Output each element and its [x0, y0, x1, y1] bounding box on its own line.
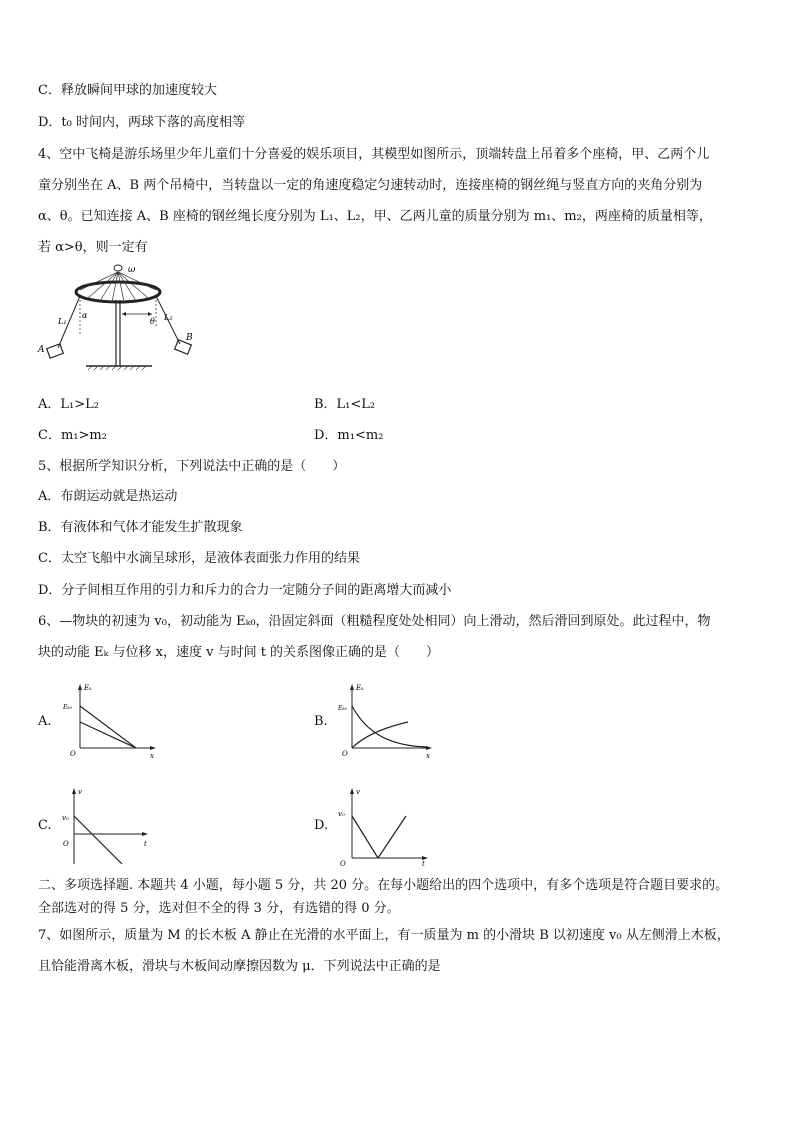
svg-text:O: O — [340, 860, 346, 868]
q5-option-d: D．分子间相互作用的引力和斥力的合力一定随分子间的距离增大而减小 — [38, 583, 452, 598]
graph-a-line-up — [80, 706, 136, 748]
section-2-heading-line-1: 二、多项选择题. 本题共 4 小题，每小题 5 分，共 20 分。在每小题给出的四个选项中，有多个选项是符合题目要求的。 — [38, 878, 729, 893]
q4-option-b: B．L₁<L₂ — [314, 397, 376, 412]
q6-stem-line-1: 6、—物块的初速为 v₀，初动能为 Eₖ₀，沿固定斜面（粗糙程度处处相同）向上滑动，然后滑回到原处。此过程中，物 — [38, 614, 711, 629]
graph-a-line-down — [80, 722, 136, 748]
theta-label: θ — [150, 317, 155, 326]
svg-text:t: t — [144, 840, 147, 848]
graph-d-line-down — [352, 816, 378, 858]
section-2-heading-line-2: 全部选对的得 5 分，选对但不全的得 3 分，有选错的得 0 分。 — [38, 901, 400, 916]
svg-text:Eₖ₀: Eₖ₀ — [63, 704, 72, 711]
q3-option-c: C．释放瞬间甲球的加速度较大 — [38, 83, 217, 98]
rotation-arrow-icon — [114, 265, 122, 271]
q5-option-b: B．有液体和气体才能发生扩散现象 — [38, 520, 243, 535]
flying-chairs-figure — [36, 262, 216, 374]
l2-label: L₂ — [164, 313, 173, 322]
q7-stem-line-2: 且恰能滑离木板，滑块与木板间动摩擦因数为 μ．下列说法中正确的是 — [38, 959, 441, 974]
omega-label: ω — [128, 265, 136, 275]
l1-label: L₁ — [58, 317, 67, 326]
svg-text:x: x — [426, 752, 430, 760]
q4-stem-line-2: 童分别坐在 A、B 两个吊椅中，当转盘以一定的角速度稳定匀速转动时，连接座椅的钢丝绳与竖直方向的夹角分别为 — [38, 178, 703, 193]
q4-option-a: A．L₁>L₂ — [38, 397, 99, 412]
graph-b — [338, 682, 438, 762]
q7-stem-line-1: 7、如图所示，质量为 M 的长木板 A 静止在光滑的水平面上，有一质量为 m 的小滑块 B 以初速度 v₀ 从左侧滑上木板， — [38, 928, 730, 943]
q5-option-c: C．太空飞船中水滴呈球形，是液体表面张力作用的结果 — [38, 551, 360, 566]
q4-option-d: D．m₁<m₂ — [314, 428, 384, 443]
svg-text:x: x — [150, 752, 154, 760]
alpha-label: α — [82, 311, 88, 320]
q5-stem: 5、根据所学知识分析，下列说法中正确的是（ ） — [38, 459, 346, 474]
q4-stem-line-1: 4、空中飞椅是游乐场里少年儿童们十分喜爱的娱乐项目，其模型如图所示，顶端转盘上吊着多个座椅，甲、乙两个儿 — [38, 147, 710, 162]
b-label: B — [186, 333, 193, 343]
graph-a — [62, 682, 162, 762]
svg-text:v₀: v₀ — [338, 810, 345, 818]
svg-text:O: O — [63, 840, 69, 848]
q6-option-d: D. — [314, 818, 329, 833]
svg-text:O: O — [342, 750, 348, 758]
q5-option-a: A．布朗运动就是热运动 — [38, 489, 178, 504]
svg-text:O: O — [70, 750, 76, 758]
q3-option-d: D．t₀ 时间内，两球下落的高度相等 — [38, 115, 245, 130]
q6-option-b: B. — [314, 714, 328, 729]
q4-stem-line-4: 若 α>θ，则一定有 — [38, 240, 148, 255]
svg-text:Eₖ₀: Eₖ₀ — [338, 705, 347, 712]
svg-text:v: v — [356, 788, 360, 796]
graph-c-line — [74, 816, 122, 864]
q6-stem-line-2: 块的动能 Eₖ 与位移 x，速度 v 与时间 t 的关系图像正确的是（ ） — [38, 645, 440, 660]
a-label: A — [38, 345, 45, 355]
svg-text:t: t — [422, 860, 425, 868]
q4-option-c: C．m₁>m₂ — [38, 428, 107, 443]
svg-text:Eₖ: Eₖ — [84, 684, 92, 692]
graph-c — [62, 786, 162, 866]
svg-text:v: v — [78, 788, 82, 796]
graph-d — [338, 786, 438, 866]
turntable-spokes — [80, 272, 156, 302]
q4-stem-line-3: α、θ。已知连接 A、B 座椅的钢丝绳长度分别为 L₁、L₂，甲、乙两儿童的质量分别为 m₁、m₂，两座椅的质量相等， — [38, 209, 712, 224]
q6-option-a: A. — [38, 714, 52, 729]
q6-option-c: C. — [38, 818, 52, 833]
seat-a — [47, 344, 64, 358]
svg-text:Eₖ: Eₖ — [356, 684, 364, 692]
svg-text:v₀: v₀ — [62, 814, 69, 822]
turntable — [76, 282, 160, 302]
graph-d-line-up — [378, 816, 406, 858]
graph-b-curve-rise — [352, 722, 408, 748]
